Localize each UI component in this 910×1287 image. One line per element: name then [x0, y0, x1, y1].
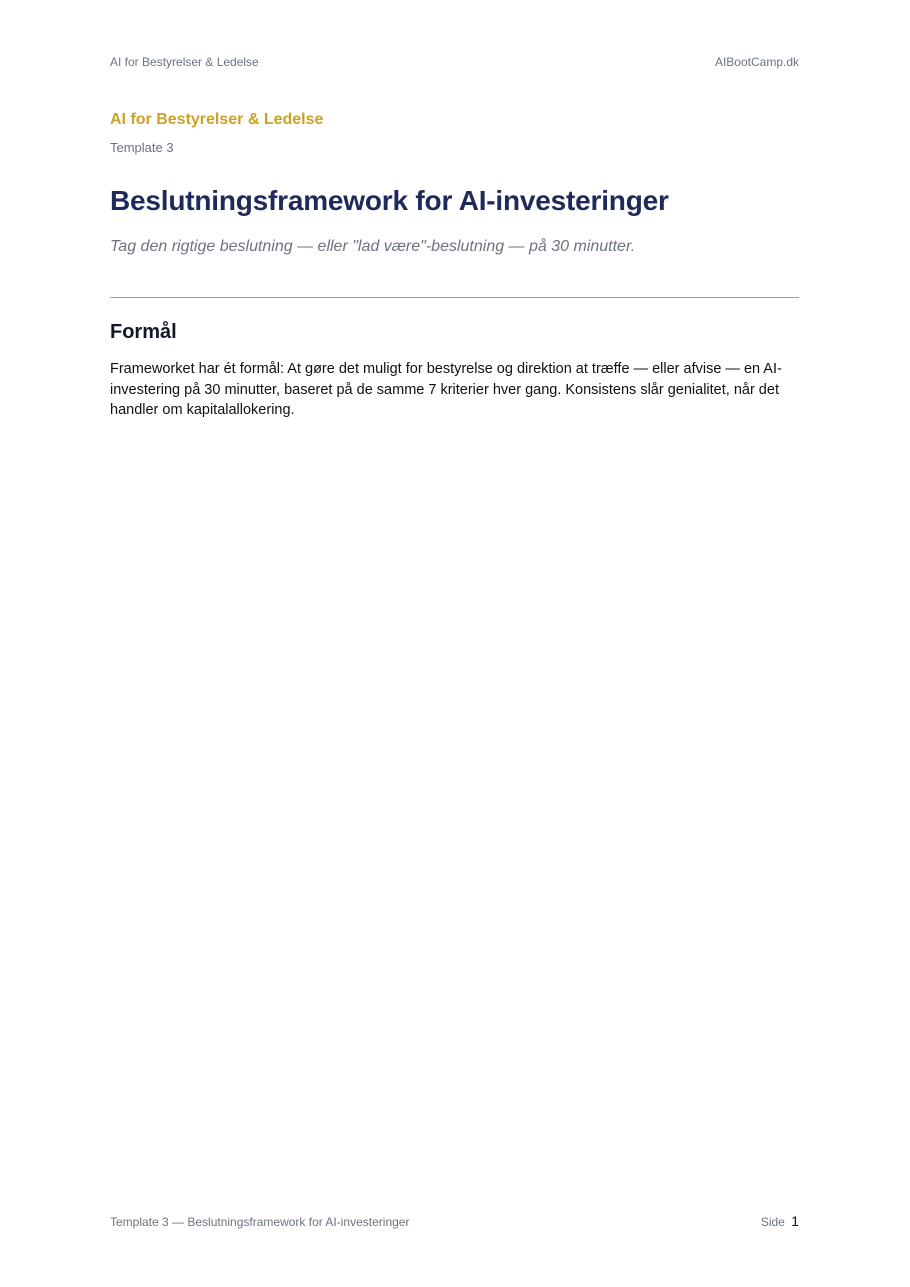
- template-label: Template 3: [110, 140, 174, 155]
- page-title: Beslutningsframework for AI-investeringer: [110, 185, 669, 216]
- gold-divider: [110, 297, 799, 298]
- section-heading-formaal: Formål: [110, 321, 177, 343]
- running-footer: [110, 1213, 799, 1229]
- document-eyebrow: AI for Bestyrelser & Ledelse: [110, 111, 324, 128]
- header-left-text: AI for Bestyrelser & Ledelse: [110, 55, 259, 69]
- page-indicator: [761, 1213, 799, 1229]
- page-label: Side: [760, 1215, 785, 1229]
- page-number: 1: [791, 1213, 799, 1229]
- running-header: [110, 55, 799, 69]
- header-right-text: AIBootCamp.dk: [714, 55, 799, 69]
- page-subtitle: Tag den rigtige beslutning — eller "lad være"-beslutning — på 30 minutter.: [110, 238, 636, 255]
- footer-left-text: Template 3 — Beslutningsframework for AI-investeringer: [110, 1215, 410, 1229]
- section-body-formaal: Frameworket har ét formål: At gøre det muligt for bestyrelse og direktion at træffe — eller afvise — en AI-investering på 30 minutter, baseret på de samme 7 kriterier hver gang. Konsistens slår genialitet, når det handler om kapitalallokering.: [110, 361, 782, 418]
